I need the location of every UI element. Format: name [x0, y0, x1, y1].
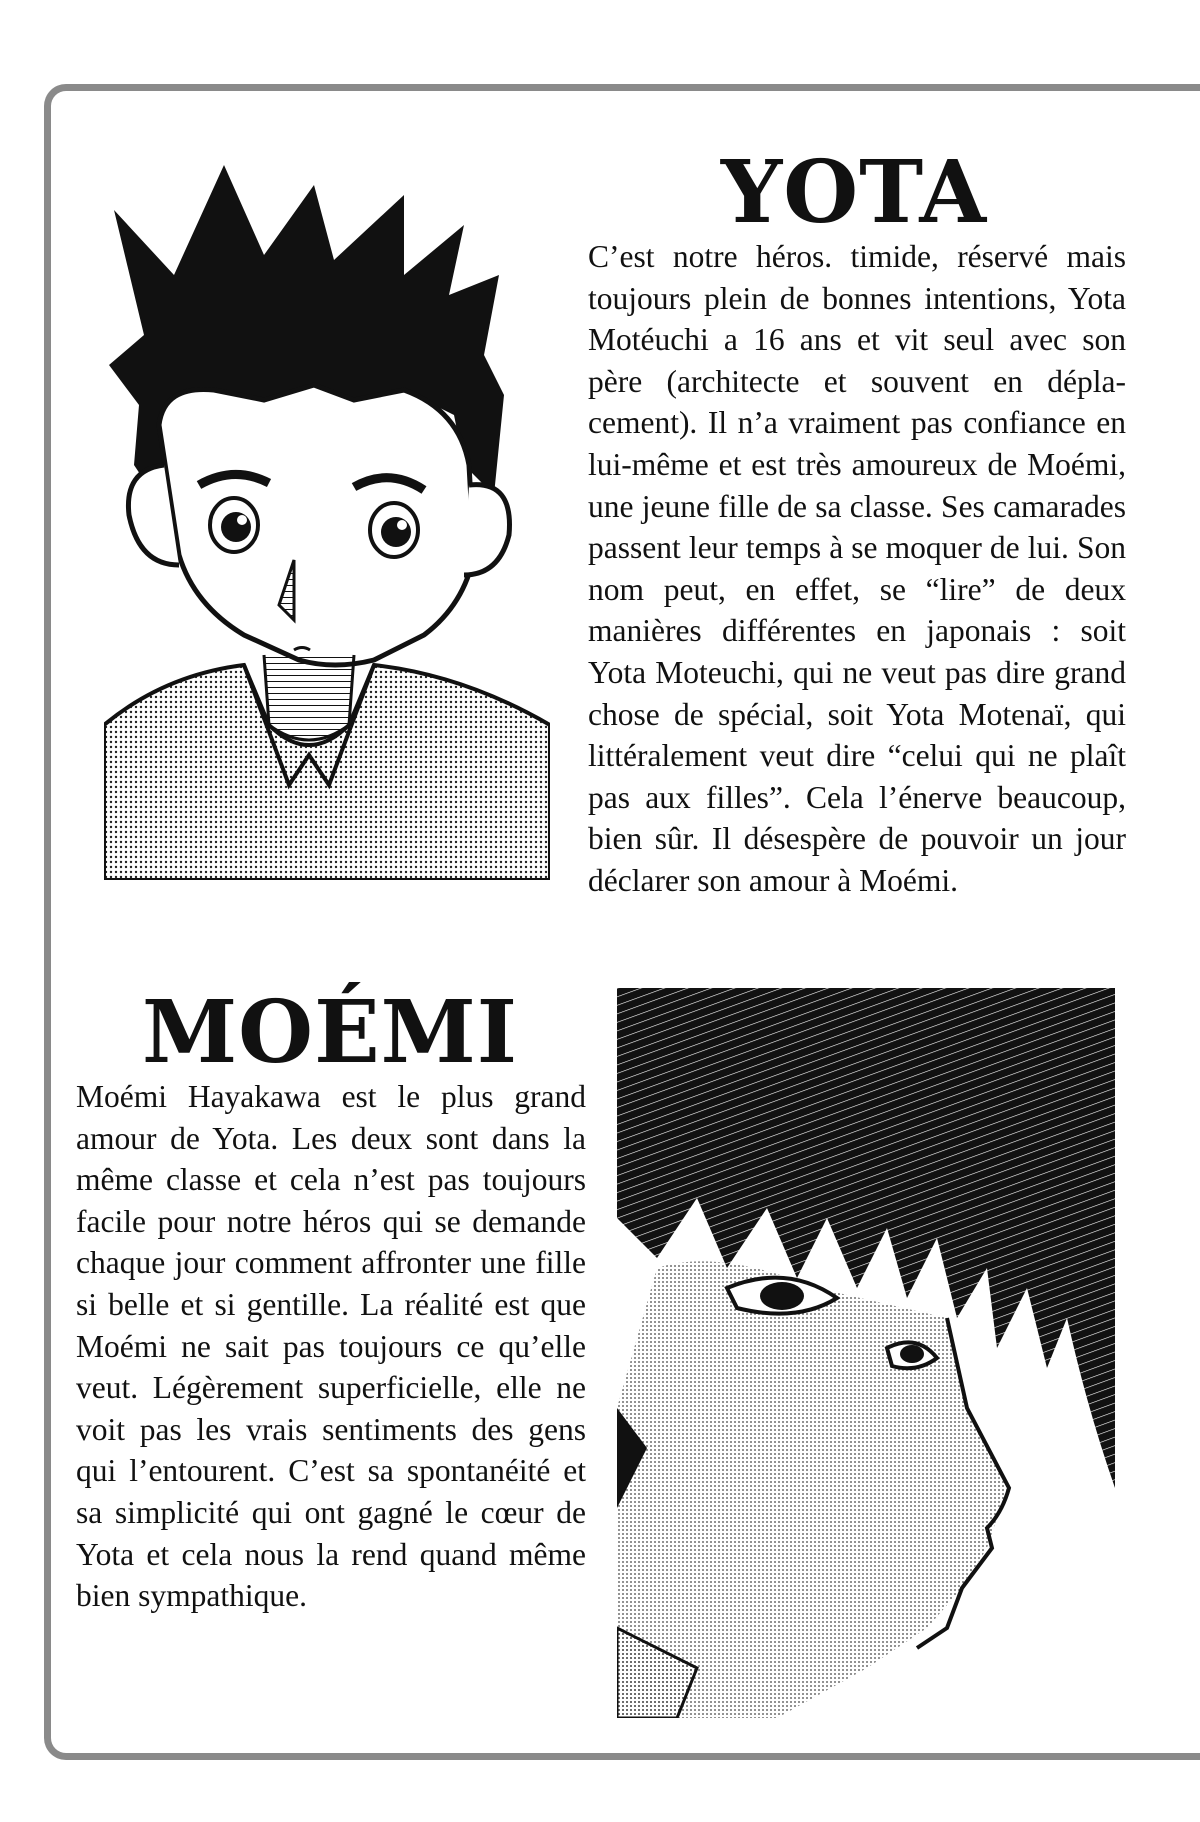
moemi-illustration	[617, 988, 1115, 1718]
neck	[264, 655, 354, 740]
moemi-heading: MOÉMI	[141, 982, 519, 1083]
yota-description: C’est notre héros. timide, réservé mais toujours plein de bonnes intentions, Yota Motéuchi a 16 ans et vit seul avec son père (architecte et souvent en déplacement). Il n’a vraiment pas confiance en lui-même et est très amoureux de Moémi, une jeune fille de sa classe. Ses camarades passent leur temps à se moquer de lui. Son nom peut, en effet, se “lire” de deux manières différentes en japonais : soit Yota Moteuchi, qui ne veut pas dire grand chose de spécial, soit Yota Motenaï, qui littéralement veut dire “celui qui ne plaît pas aux filles”. Cela l’énerve beaucoup, bien sûr. Il désespère de pouvoir un jour déclarer son amour à Moémi.	[588, 239, 1126, 898]
yota-illustration	[104, 165, 550, 880]
yota-heading: YOTA	[720, 142, 988, 243]
face-shape	[159, 385, 474, 665]
yota-portrait	[104, 165, 550, 880]
moemi-portrait	[617, 988, 1115, 1718]
right-ear	[464, 485, 510, 575]
moemi-description: Moémi Hayakawa est le plus grand amour de Yota. Les deux sont dans la même classe et cela n’est pas toujours facile pour notre héros qui se demande chaque jour comment affronter une fille si belle et si gentille. La réalité est que Moémi ne sait pas toujours ce qu’elle veut. Légèrement superficielle, elle ne voit pas les vrais sentiments des gens qui l’entourent. C’est sa spontanéité et sa simplicité qui ont gagné le cœur de Yota et cela nous la rend quand même bien sympathique.	[76, 1079, 586, 1614]
